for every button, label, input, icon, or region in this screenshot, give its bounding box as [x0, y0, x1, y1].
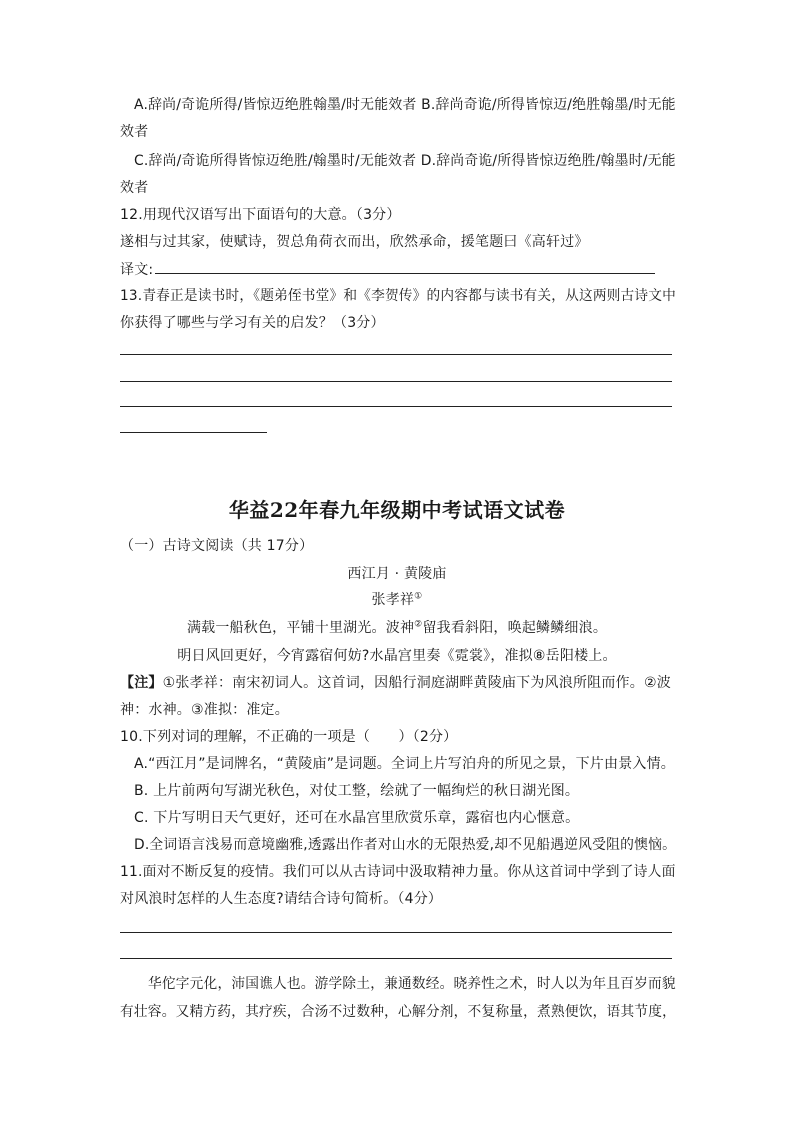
answer-line-2[interactable]: [120, 381, 672, 382]
poem-line-1a: 满载一船秋色，平铺十里湖光。波神: [186, 620, 415, 636]
poem-notes-line1: [120, 673, 671, 693]
exam-title: 华益22年春九年级期中考试语文试卷: [228, 498, 566, 522]
answer-line-q11-1[interactable]: [120, 932, 672, 933]
poem-notes-line2: 神：水神。③准拟：准定。: [120, 702, 289, 718]
question-10-option-a: A.“西江月”是词牌名，“黄陵庙”是词题。全词上片写泊舟的所见之景，下片由景入情。: [134, 756, 675, 772]
question-10-option-d: D.全词语言浅易而意境幽雅,透露出作者对山水的无限热爱,却不见船遇逆风受阻的懊恼。: [134, 837, 677, 853]
answer-line-q11-2[interactable]: [120, 958, 672, 959]
poem-title: 西江月 · 黄陵庙: [347, 566, 447, 582]
poem-line-2: 明日风回更好，今宵露宿何妨?水晶宫里奏《霓裳》，准拟⑧岳阳楼上。: [177, 648, 617, 664]
poem-line-1: [0, 618, 794, 638]
question-11-line1: 11.面对不断反复的疫情。我们可以从古诗词中汲取精神力量。你从这首词中学到了诗人面: [120, 864, 676, 880]
q11-option-cd-cont: 效者: [120, 180, 149, 196]
answer-line-1[interactable]: [120, 354, 672, 355]
passage-line1: 华佗字元化，沛国谯人也。游学除土，兼通数经。晓养性之术，时人以为年且百岁而貌: [148, 976, 676, 992]
question-12: 12.用现代汉语写出下面语句的大意。（3分）: [120, 207, 401, 223]
poem-author-name: 张孝祥: [371, 592, 415, 608]
question-12-source: 遂相与过其家，使赋诗，贺总角荷衣而出，欣然承命，援笔题曰《高轩过》: [120, 234, 589, 250]
question-13-line2: 你获得了哪些与学习有关的启发？（3分）: [120, 315, 385, 331]
q11-option-ab-cont: 效者: [120, 124, 149, 140]
poem-line-1b: 留我看斜阳，唤起鳞鳞细浪。: [422, 620, 608, 636]
passage-line2: 有壮容。又精方药，其疗疾，合汤不过数种，心解分剂，不复称量，煮熟便饮，语其节度，: [120, 1004, 677, 1020]
translation-answer-line[interactable]: [155, 259, 655, 274]
poem-author: [0, 590, 794, 610]
notes-text-1: ①张孝祥：南宋初词人。这首词，因船行洞庭湖畔黄陵庙下为风浪所阻而作。②波: [162, 675, 671, 691]
question-10-option-b: B. 上片前两句写湖光秋色，对仗工整，绘就了一幅绚烂的秋日湖光图。: [134, 783, 580, 799]
question-10: 10.下列对词的理解，不正确的一项是（ ）（2分）: [120, 729, 458, 745]
poem-author-note-marker: ①: [414, 591, 423, 602]
q11-option-ab: A.辞尚/奇诡所得/皆惊迈绝胜翰墨/时无能效者 B.辞尚奇诡/所得皆惊迈/绝胜翰墨/时无能: [134, 97, 676, 113]
answer-line-3[interactable]: [120, 406, 672, 407]
notes-label: 【注】: [120, 675, 163, 691]
section-heading: （一）古诗文阅读（共 17分）: [120, 538, 314, 554]
translation-label: 译文:: [120, 262, 154, 278]
answer-line-4[interactable]: [120, 432, 267, 433]
question-11-line2: 对风浪时怎样的人生态度?请结合诗句简析。（4分）: [120, 891, 443, 907]
question-10-option-c: C. 下片写明日天气更好，还可在水晶宫里欣赏乐章，露宿也内心惬意。: [134, 810, 580, 826]
question-13-line1: 13.青春正是读书时，《题弟侄书堂》和《李贺传》的内容都与读书有关，从这两则古诗文中: [120, 288, 676, 304]
translation-row: [120, 259, 655, 280]
poem-note-marker-2: ②: [414, 619, 423, 630]
q11-option-cd: C.辞尚/奇诡所得皆惊迈绝胜/翰墨时/无能效者 D.辞尚奇诡/所得皆惊迈绝胜/翰墨时/无能: [134, 153, 676, 169]
